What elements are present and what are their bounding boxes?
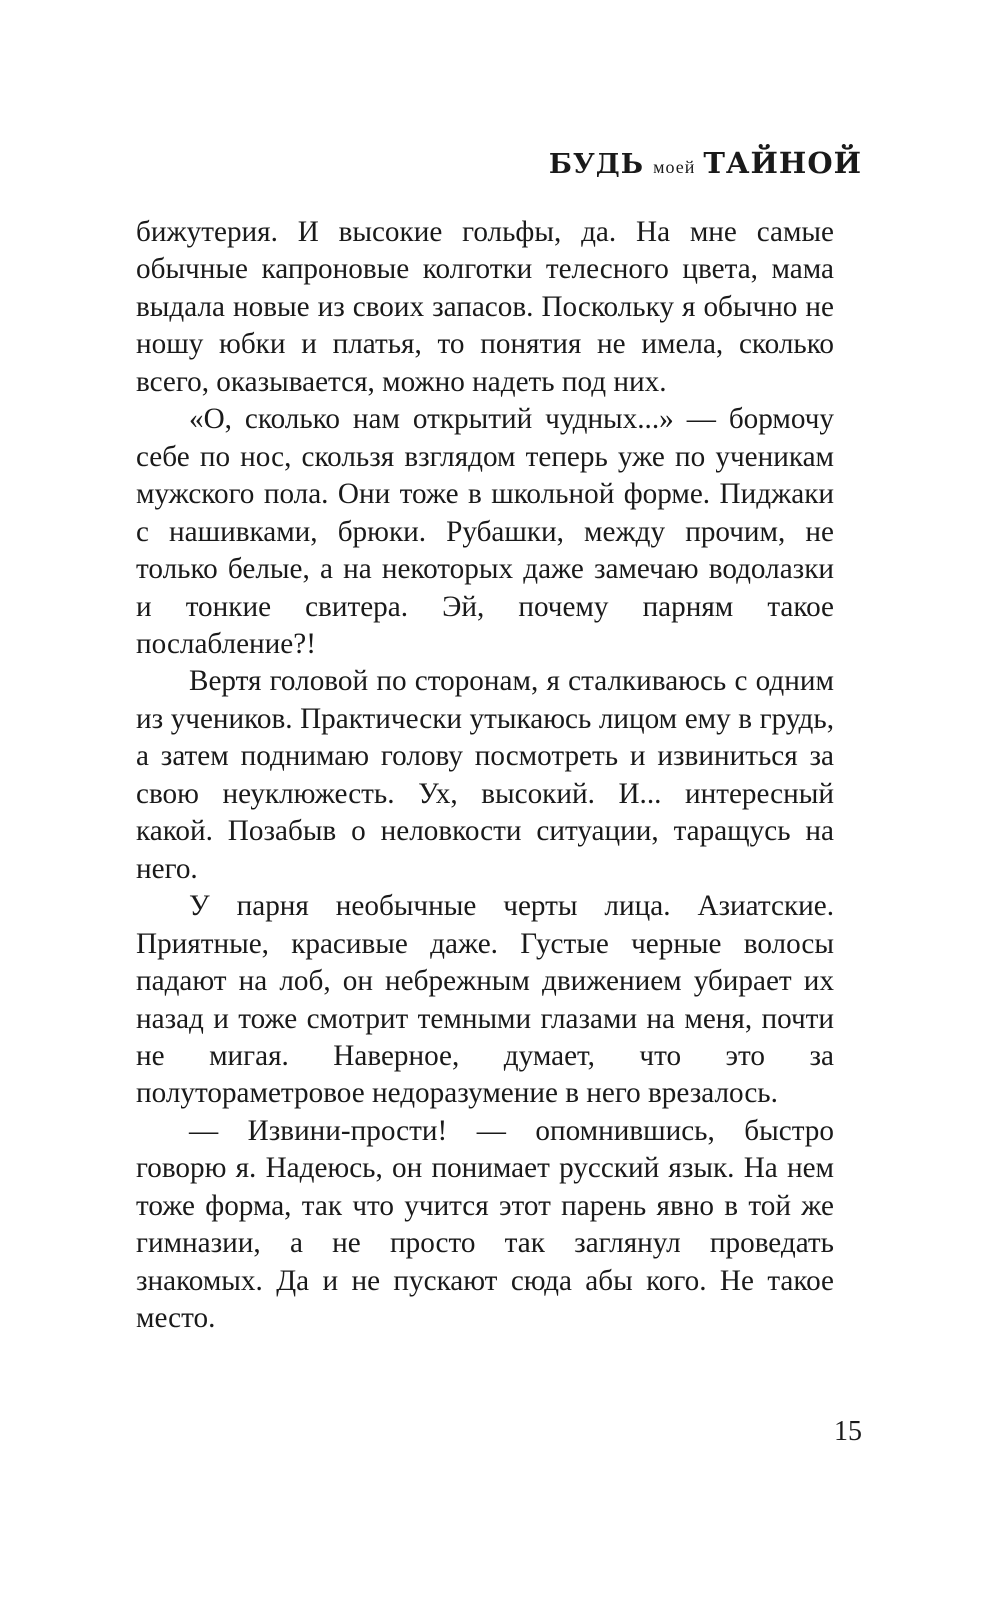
running-header (549, 146, 862, 180)
body-text (136, 214, 834, 1338)
page-number: 15 (834, 1416, 862, 1447)
paragraph-5: — Извини-прости! — опомнившись, быстро говорю я. Надеюсь, он понимает русский язык. На нем тоже форма, так что учится этот парень явно в той же гимназии, а не просто так заглянул проведать знакомых. Да и не пускают сюда абы кого. Не такое место. (136, 1114, 834, 1335)
running-header-word-2: моей (653, 157, 696, 177)
paragraph-2: «О, сколько нам открытий чудных...» — бормочу себе по нос, скользя взглядом теперь уже по ученикам мужского пола. Они тоже в школьной форме. Пиджаки с нашивками, брюки. Рубашки, между прочим, не только белые, а на некоторых даже замечаю водолазки и тонкие свитера. Эй, почему парням такое послабление?! (136, 403, 834, 660)
running-header-word-3: ТАЙНОЙ (703, 146, 862, 180)
paragraph-3: Вертя головой по сторонам, я сталкиваюсь с одним из учеников. Практически утыкаюсь лицом ему в грудь, а затем поднимаю голову посмотреть и извиниться за свою неуклюжесть. Ух, высокий. И... интересный какой. Позабыв о неловкости ситуации, таращусь на него. (136, 665, 834, 885)
running-header-word-1: БУДЬ (548, 149, 645, 180)
paragraph-4: У парня необычные черты лица. Азиатские. Приятные, красивые даже. Густые черные волосы падают на лоб, он небрежным движением убирает их назад и тоже смотрит темными глазами на меня, почти не мигая. Наверное, думает, что это за полутораметровое недоразумение в него врезалось. (136, 890, 834, 1110)
paragraph-1: бижутерия. И высокие гольфы, да. На мне самые обычные капроновые колготки телесного цвета, мама выдала новые из своих запасов. Поскольку я обычно не ношу юбки и платья, то понятия не имела, сколько всего, оказывается, можно надеть под них. (136, 216, 834, 398)
